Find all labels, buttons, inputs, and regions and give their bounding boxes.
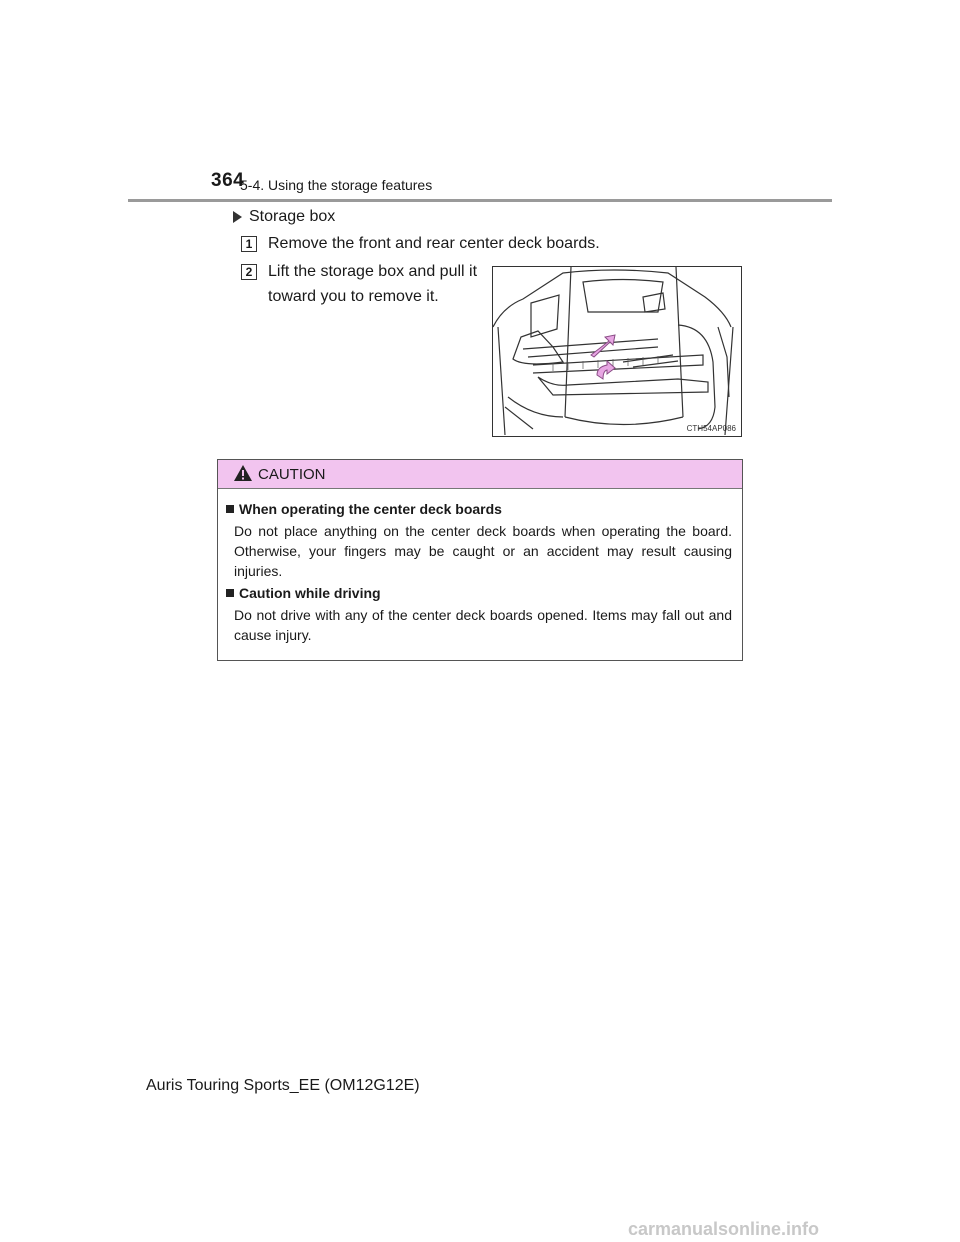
figure-code: CTH54AP086 [686, 424, 736, 433]
watermark: carmanualsonline.info [628, 1219, 820, 1239]
step-2-line-2: toward you to remove it. [268, 288, 439, 305]
caution-title: CAUTION [258, 466, 326, 483]
cargo-illustration [492, 266, 742, 437]
step-badge-1: 1 [241, 236, 257, 252]
warning-triangle-icon [233, 464, 253, 482]
header-rule [128, 199, 832, 202]
pull-arrow-icon [597, 361, 615, 379]
caution-item-heading [226, 501, 732, 517]
step-1-text: Remove the front and rear center deck boards. [268, 235, 600, 252]
bullet-arrow-icon [233, 211, 242, 223]
step-2-text [268, 259, 477, 309]
caution-heading-1: When operating the center deck boards [239, 501, 502, 517]
caution-body-1: Do not place anything on the center deck boards when operating the board. Otherwise, your fingers may be caught or an accident may result causing injuries. [234, 523, 732, 579]
page-number: 364 [211, 170, 245, 191]
step-badge-2: 2 [241, 264, 257, 280]
manual-footer: Auris Touring Sports_EE (OM12G12E) [146, 1077, 420, 1094]
car-trunk-drawing [493, 267, 741, 436]
square-bullet-icon [226, 589, 234, 597]
caution-item-heading [226, 585, 732, 601]
step-2-line-1: Lift the storage box and pull it [268, 263, 478, 280]
lift-arrow-icon [591, 335, 615, 357]
caution-item-deck-boards [226, 501, 732, 581]
caution-item-driving [226, 585, 732, 645]
square-bullet-icon [226, 505, 234, 513]
caution-heading-2: Caution while driving [239, 585, 381, 601]
caution-body-2: Do not drive with any of the center deck boards opened. Items may fall out and cause injury. [234, 607, 732, 643]
caution-box [217, 459, 743, 661]
section-title: 5-4. Using the storage features [240, 177, 433, 193]
bullet-storage-box [233, 208, 335, 226]
bullet-label: Storage box [249, 208, 336, 225]
caution-header [218, 460, 742, 489]
